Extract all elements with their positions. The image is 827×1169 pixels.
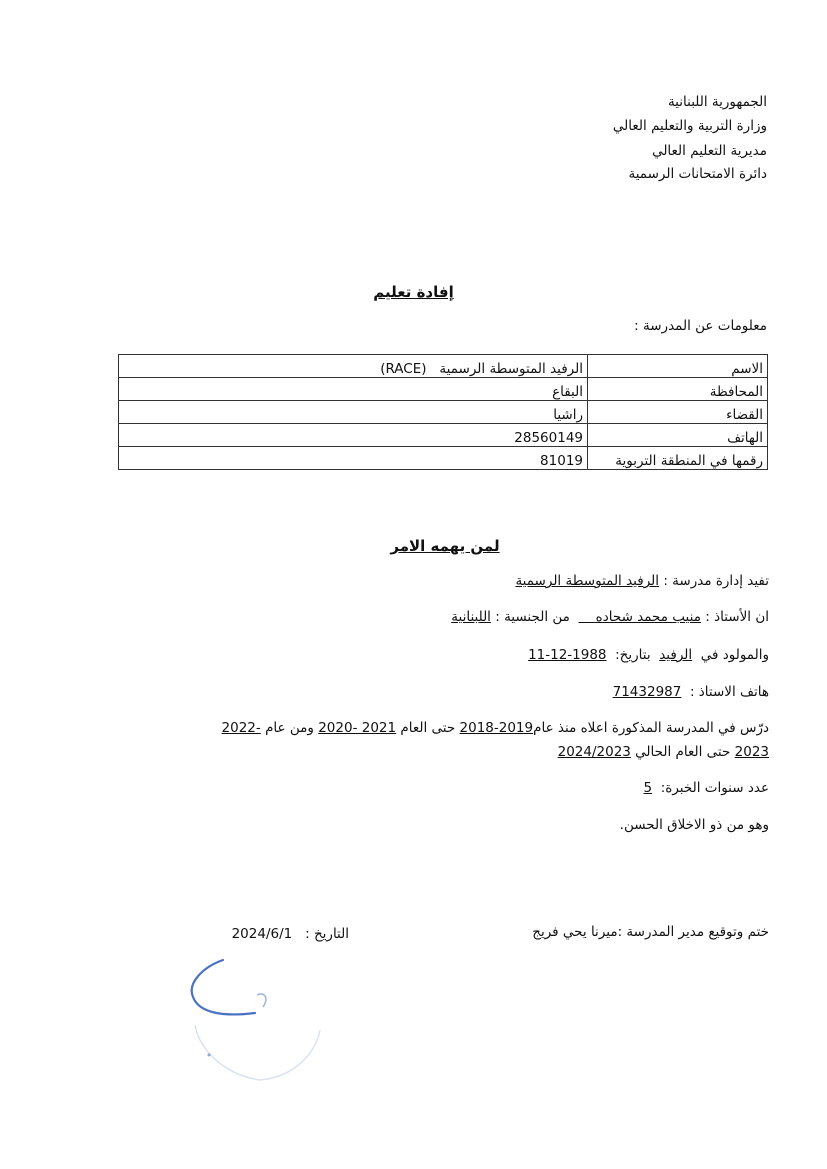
row-key: رقمها في المنطقة التربوية [588, 447, 768, 470]
year-current: 2024/2023 [557, 744, 631, 760]
birth-date: 11-12-1988 [528, 647, 607, 663]
experience-years: 5 [643, 780, 653, 796]
director-signature-label: ختم وتوقيع مدير المدرسة :ميرنا يحي فريج [532, 924, 769, 940]
teacher-statement: ان الأستاذ : منيب محمد شحاده من الجنسية : اللبنانية [451, 609, 769, 625]
row-value: 81019 [119, 447, 588, 470]
row-key: الهاتف [588, 424, 768, 447]
taught-statement: درّس في المدرسة المذكورة اعلاه منذ عام2018-2019 حتى العام 2020- 2021 ومن عام 2022- [221, 720, 769, 736]
table-row [119, 378, 768, 401]
school-name: الرفيد المتوسطة الرسمية [515, 573, 660, 589]
page-title: إفادة تعليم [373, 283, 454, 301]
date-value: 2024/6/1 [231, 926, 293, 942]
school-info-label: معلومات عن المدرسة : [634, 318, 767, 334]
signature-stamp [185, 955, 335, 1085]
row-key: القضاء [588, 401, 768, 424]
birth-place: الرفيد [659, 647, 693, 663]
row-key: المحافظة [588, 378, 768, 401]
school-code: (RACE) [380, 361, 427, 377]
row-value: البقاع [119, 378, 588, 401]
header-directorate: مديرية التعليم العالي [652, 143, 767, 159]
to-whom-heading: لمن يهمه الامر [390, 537, 500, 555]
character-statement: وهو من ذو الاخلاق الحسن. [619, 817, 769, 833]
school-info-table [118, 354, 768, 470]
row-key: الاسم [588, 355, 768, 378]
teacher-phone: 71432987 [612, 684, 682, 700]
school-statement: تفيد إدارة مدرسة : الرفيد المتوسطة الرسمية [515, 573, 769, 589]
row-value: الرفيد المتوسطة الرسمية (RACE) [119, 355, 588, 378]
header-republic: الجمهورية اللبنانية [667, 94, 767, 110]
header-department: دائرة الامتحانات الرسمية [628, 166, 767, 182]
year-again-end: 2023 [734, 744, 769, 760]
row-value: راشيا [119, 401, 588, 424]
table-row [119, 355, 768, 378]
phone-statement: هاتف الاستاذ : 71432987 [612, 684, 769, 700]
teacher-name: منيب محمد شحاده [595, 609, 701, 625]
table-row [119, 447, 768, 470]
date-line: التاريخ : 2024/6/1 [231, 926, 349, 942]
table-row [119, 401, 768, 424]
year-again-start: 2022- [221, 720, 261, 736]
taught-statement-cont: 2023 حتى العام الحالي 2024/2023 [557, 744, 769, 760]
experience-statement: عدد سنوات الخبرة: 5 [643, 780, 769, 796]
year-until: 2020- 2021 [318, 720, 397, 736]
table-row [119, 424, 768, 447]
birth-statement: والمولود في الرفيد بتاريخ: 11-12-1988 [528, 647, 769, 663]
year-from: 2018-2019 [459, 720, 534, 736]
header-ministry: وزارة التربية والتعليم العالي [612, 118, 767, 134]
nationality: اللبنانية [451, 609, 491, 625]
row-value: 28560149 [119, 424, 588, 447]
